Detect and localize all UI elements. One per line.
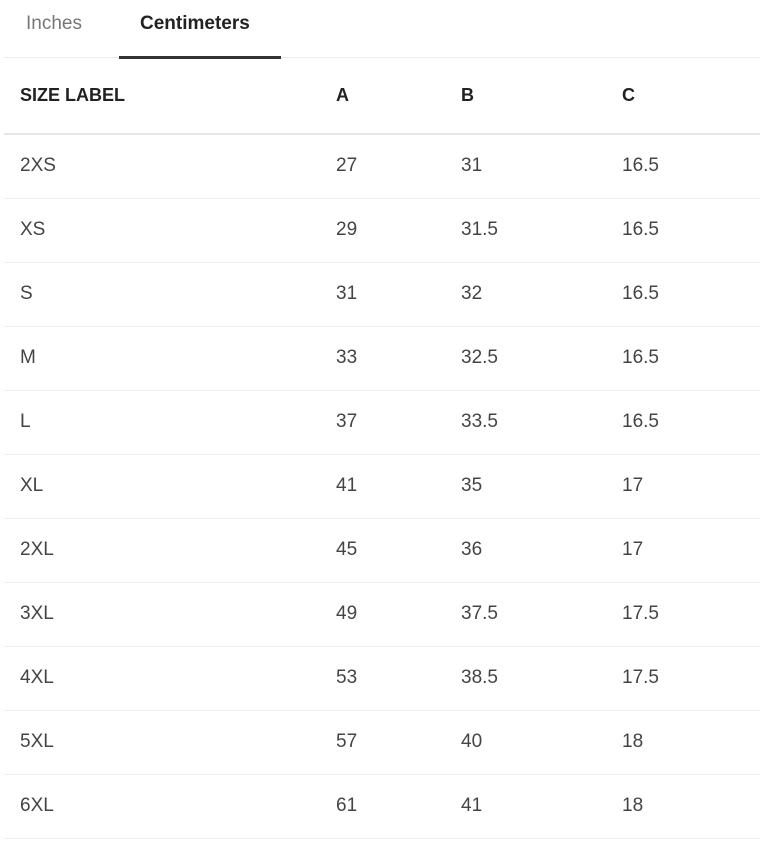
table-row — [4, 390, 760, 454]
cell-size: 4XL — [4, 646, 336, 710]
cell-b: 35 — [461, 454, 622, 518]
cell-b: 38.5 — [461, 646, 622, 710]
cell-a: 45 — [336, 518, 461, 582]
cell-a: 61 — [336, 774, 461, 838]
table-row — [4, 710, 760, 774]
cell-size: 2XL — [4, 518, 336, 582]
cell-size: 2XS — [4, 134, 336, 198]
cell-b: 40 — [461, 710, 622, 774]
cell-c: 18 — [622, 774, 760, 838]
cell-size: 5XL — [4, 710, 336, 774]
cell-c: 17 — [622, 518, 760, 582]
cell-c: 17 — [622, 454, 760, 518]
table-row — [4, 518, 760, 582]
header-c: C — [622, 58, 760, 134]
tab-centimeters[interactable]: Centimeters — [119, 0, 281, 58]
size-table — [4, 58, 760, 839]
table-row — [4, 198, 760, 262]
cell-c: 18 — [622, 710, 760, 774]
cell-b: 32.5 — [461, 326, 622, 390]
cell-b: 41 — [461, 774, 622, 838]
cell-a: 31 — [336, 262, 461, 326]
table-row — [4, 326, 760, 390]
cell-b: 37.5 — [461, 582, 622, 646]
cell-b: 36 — [461, 518, 622, 582]
cell-c: 16.5 — [622, 390, 760, 454]
cell-a: 49 — [336, 582, 461, 646]
cell-b: 32 — [461, 262, 622, 326]
cell-c: 16.5 — [622, 198, 760, 262]
cell-c: 16.5 — [622, 262, 760, 326]
cell-a: 57 — [336, 710, 461, 774]
cell-size: XS — [4, 198, 336, 262]
cell-a: 53 — [336, 646, 461, 710]
table-row — [4, 454, 760, 518]
table-row — [4, 582, 760, 646]
cell-b: 31.5 — [461, 198, 622, 262]
header-size-label: SIZE LABEL — [4, 58, 336, 134]
cell-size: 6XL — [4, 774, 336, 838]
table-row — [4, 646, 760, 710]
cell-c: 16.5 — [622, 134, 760, 198]
table-row — [4, 774, 760, 838]
table-row — [4, 262, 760, 326]
cell-b: 31 — [461, 134, 622, 198]
header-a: A — [336, 58, 461, 134]
unit-tabs — [4, 0, 760, 58]
cell-a: 29 — [336, 198, 461, 262]
cell-size: M — [4, 326, 336, 390]
cell-c: 16.5 — [622, 326, 760, 390]
cell-a: 27 — [336, 134, 461, 198]
tab-inches[interactable]: Inches — [26, 13, 82, 34]
cell-size: XL — [4, 454, 336, 518]
cell-size: 3XL — [4, 582, 336, 646]
cell-size: L — [4, 390, 336, 454]
cell-a: 37 — [336, 390, 461, 454]
cell-a: 41 — [336, 454, 461, 518]
cell-c: 17.5 — [622, 646, 760, 710]
cell-c: 17.5 — [622, 582, 760, 646]
table-row — [4, 134, 760, 198]
cell-size: S — [4, 262, 336, 326]
cell-b: 33.5 — [461, 390, 622, 454]
header-b: B — [461, 58, 622, 134]
cell-a: 33 — [336, 326, 461, 390]
table-header-row — [4, 58, 760, 134]
